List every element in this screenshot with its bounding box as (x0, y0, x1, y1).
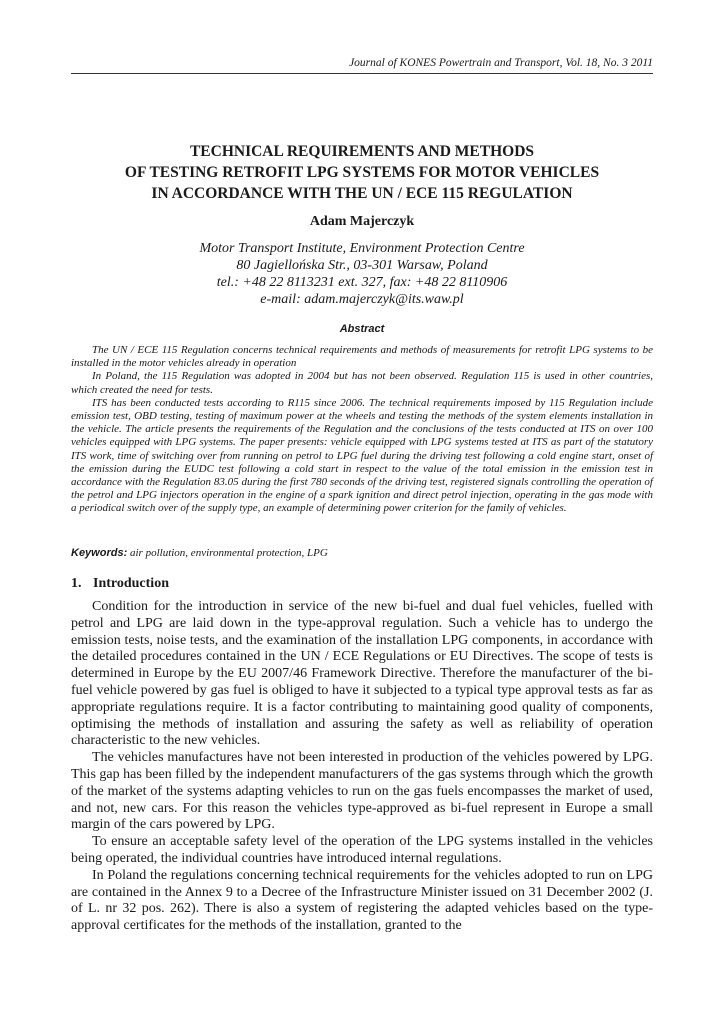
author-name: Adam Majerczyk (309, 214, 415, 229)
affiliation-email: e-mail: adam.majerczyk@its.waw.pl (260, 292, 464, 307)
affiliation-line: tel.: +48 22 8113231 ext. 327, fax: +48 22 8110906 (216, 275, 508, 290)
body-paragraph: Condition for the introduction in service of the new bi-fuel and dual fuel vehicles, fuelled with petrol and LPG are laid down in the type-approval regulation. Such a vehicle has to undergo the emission tests, noise tests, and the examination of the installation LPG components, in accordance with the detailed procedures contained in the UN / ECE Regulations or EU Directives. The scope of tests is determined in Europe by the EU 2007/46 Framework Directive. Therefore the manufacturer of the bi-fuel vehicle powered by gas fuel is obliged to have it subjected to a typical type approval tests as far as appropriate regulations require. It is a factor contributing to maintaining good quality of components, optimising the methods of installation and assuring the safety as well as reliability of operation characteristic to the new vehicles. (71, 599, 653, 749)
keywords-label: Keywords: (71, 547, 128, 559)
affiliation-line: 80 Jagiellońska Str., 03-301 Warsaw, Poland (236, 258, 488, 273)
body-paragraph: To ensure an acceptable safety level of the operation of the LPG systems installed in the vehicles being operated, the individual countries have introduced internal regulations. (71, 834, 653, 866)
title-line: OF TESTING RETROFIT LPG SYSTEMS FOR MOTOR VEHICLES (124, 164, 600, 181)
body-paragraph: In Poland the regulations concerning technical requirements for the vehicles adopted to run on LPG are contained in the Annex 9 to a Decree of the Infrastructure Minister issued on 31 December 2002 (J. of L. nr 32 pos. 262). There is also a system of registering the adapted vehicles based on the type-approval certificates for the methods of the installation, granted to the (71, 867, 653, 934)
abstract-body (71, 344, 653, 516)
paper-title (40, 141, 684, 204)
section-heading (71, 576, 169, 592)
abstract-paragraph: The UN / ECE 115 Regulation concerns technical requirements and methods of measurements for retrofit LPG systems to be installed in the motor vehicles already in operation (71, 344, 653, 370)
abstract-heading: Abstract (339, 323, 385, 335)
keywords (71, 547, 653, 559)
section-number: 1. (71, 576, 82, 591)
title-line: IN ACCORDANCE WITH THE UN / ECE 115 REGULATION (151, 185, 573, 202)
header-rule (71, 73, 653, 74)
keywords-text: air pollution, environmental protection, LPG (127, 547, 328, 559)
affiliation-line: Motor Transport Institute, Environment Protection Centre (199, 241, 525, 256)
title-line: TECHNICAL REQUIREMENTS AND METHODS (189, 143, 535, 160)
abstract-paragraph: ITS has been conducted tests according to R115 since 2006. The technical requirements imposed by 115 Regulation include emission test, OBD testing, testing of maximum power at the wheels and testing the methods of the system elements installation in the vehicle. The article presents the requirements of the Regulation and the conclusions of the tests conducted at ITS on over 100 vehicles equipped with LPG systems. The paper presents: vehicle equipped with LPG systems tested at ITS as part of the statutory ITS work, time of switching over from running on petrol to LPG fuel during the driving test following a cold engine start, onset of the emission during the EUDC test following a cold start in respect to the value of the total emission in the emission test in accordance with the Regulation 83.05 during the first 780 seconds of the driving test, registered signals controlling the operation of the petrol and LPG injectors operation in the engine of a spark ignition and direct petrol injection, operating in the gas mode with a periodical switch over of the supply type, an example of determining power criterion for the family of vehicles. (71, 396, 653, 515)
journal-header: Journal of KONES Powertrain and Transport, Vol. 18, No. 3 2011 (349, 57, 653, 69)
section-title: Introduction (93, 576, 169, 591)
body-paragraph: The vehicles manufactures have not been interested in production of the vehicles powered by LPG. This gap has been filled by the independent manufacturers of the gas systems through which the growth of the market of the systems adapting vehicles to run on the gas fuels encompasses the market of used, and not, new cars. For this reason the vehicles type-approved as bi-fuel represent in Europe a small margin of the cars powered by LPG. (71, 750, 653, 833)
affiliation (0, 240, 724, 308)
abstract-paragraph: In Poland, the 115 Regulation was adopted in 2004 but has not been observed. Regulation 115 is used in other countries, which created the need for tests. (71, 370, 653, 396)
body-text (71, 599, 653, 935)
